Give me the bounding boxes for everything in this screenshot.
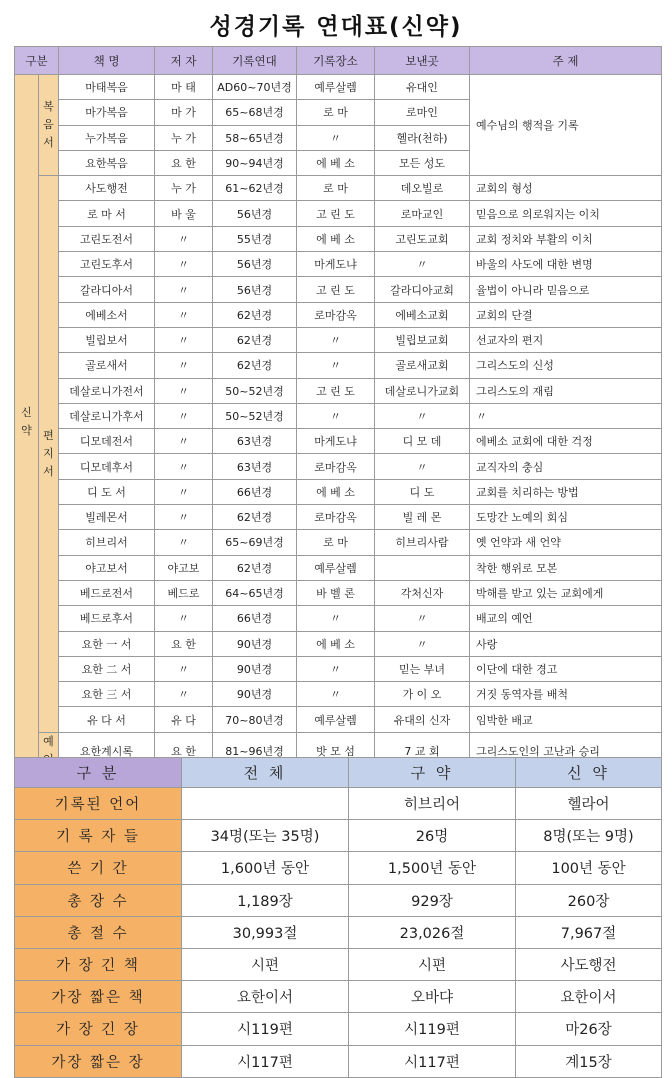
book-name: 요한계시록 bbox=[59, 732, 155, 769]
recipient: 〃 bbox=[375, 631, 470, 656]
summary-total: 1,600년 동안 bbox=[182, 852, 349, 884]
summary-total: 34명(또는 35명) bbox=[182, 820, 349, 852]
summary-old-testament: 929장 bbox=[349, 884, 516, 916]
author: 야고보 bbox=[155, 555, 213, 580]
book-name: 사도행전 bbox=[59, 176, 155, 201]
timeline-row bbox=[15, 252, 662, 277]
book-name: 갈라디아서 bbox=[59, 277, 155, 302]
timeline-row bbox=[15, 176, 662, 201]
summary-header-old-testament: 구 약 bbox=[349, 758, 516, 788]
subject: 에베소 교회에 대한 걱정 bbox=[470, 429, 662, 454]
author: 〃 bbox=[155, 226, 213, 251]
summary-label: 가장 짧은 책 bbox=[15, 981, 182, 1013]
date: 66년경 bbox=[213, 606, 297, 631]
author: 〃 bbox=[155, 606, 213, 631]
place: 〃 bbox=[297, 353, 375, 378]
timeline-row bbox=[15, 302, 662, 327]
date: 56년경 bbox=[213, 252, 297, 277]
place: 로 마 bbox=[297, 100, 375, 125]
summary-row bbox=[15, 1013, 662, 1045]
summary-new-testament: 헬라어 bbox=[516, 788, 662, 820]
author: 〃 bbox=[155, 378, 213, 403]
recipient: 빌 레 몬 bbox=[375, 505, 470, 530]
subject: 교회 정치와 부활의 이치 bbox=[470, 226, 662, 251]
summary-row bbox=[15, 788, 662, 820]
recipient: 갈라디아교회 bbox=[375, 277, 470, 302]
date: 64~65년경 bbox=[213, 580, 297, 605]
book-name: 데살로니가전서 bbox=[59, 378, 155, 403]
subgroup-gospels: 복음서 bbox=[39, 75, 59, 176]
recipient bbox=[375, 555, 470, 580]
timeline-row bbox=[15, 606, 662, 631]
summary-new-testament: 8명(또는 9명) bbox=[516, 820, 662, 852]
summary-total: 1,189장 bbox=[182, 884, 349, 916]
place: 고 린 도 bbox=[297, 277, 375, 302]
place: 로 마 bbox=[297, 176, 375, 201]
subgroup-epistles: 편지서 bbox=[39, 176, 59, 733]
author: 바 울 bbox=[155, 201, 213, 226]
date: 63년경 bbox=[213, 454, 297, 479]
subject: 교회를 치리하는 방법 bbox=[470, 479, 662, 504]
recipient: 7 교 회 bbox=[375, 732, 470, 769]
author: 요 한 bbox=[155, 631, 213, 656]
author: 〃 bbox=[155, 530, 213, 555]
summary-label: 가 장 긴 장 bbox=[15, 1013, 182, 1045]
date: 66년경 bbox=[213, 479, 297, 504]
book-name: 요한 二 서 bbox=[59, 656, 155, 681]
header-category: 구분 bbox=[15, 47, 59, 75]
summary-header-total: 전 체 bbox=[182, 758, 349, 788]
author: 요 한 bbox=[155, 732, 213, 769]
subject: 배교의 예언 bbox=[470, 606, 662, 631]
subject: 이단에 대한 경고 bbox=[470, 656, 662, 681]
summary-old-testament: 오바댜 bbox=[349, 981, 516, 1013]
subject: 바울의 사도에 대한 변명 bbox=[470, 252, 662, 277]
subject: 그리스도의 신성 bbox=[470, 353, 662, 378]
summary-label: 총 장 수 bbox=[15, 884, 182, 916]
book-name: 고린도후서 bbox=[59, 252, 155, 277]
summary-old-testament: 23,026절 bbox=[349, 916, 516, 948]
summary-new-testament: 계15장 bbox=[516, 1045, 662, 1077]
subject: 교직자의 충심 bbox=[470, 454, 662, 479]
timeline-row bbox=[15, 682, 662, 707]
author: 〃 bbox=[155, 252, 213, 277]
place: 〃 bbox=[297, 656, 375, 681]
recipient: 빌립보교회 bbox=[375, 327, 470, 352]
summary-row bbox=[15, 820, 662, 852]
timeline-row bbox=[15, 378, 662, 403]
recipient: 데살로니가교회 bbox=[375, 378, 470, 403]
header-recipient: 보낸곳 bbox=[375, 47, 470, 75]
book-name: 베드로전서 bbox=[59, 580, 155, 605]
page-title: 성경기록 연대표(신약) bbox=[209, 14, 463, 40]
book-name: 유 다 서 bbox=[59, 707, 155, 732]
subject: 도망간 노예의 회심 bbox=[470, 505, 662, 530]
recipient: 〃 bbox=[375, 252, 470, 277]
timeline-row bbox=[15, 327, 662, 352]
timeline-row bbox=[15, 656, 662, 681]
timeline-header-row bbox=[15, 47, 662, 75]
summary-old-testament: 26명 bbox=[349, 820, 516, 852]
recipient: 〃 bbox=[375, 454, 470, 479]
date: 65~68년경 bbox=[213, 100, 297, 125]
recipient: 디 모 데 bbox=[375, 429, 470, 454]
recipient: 믿는 부녀 bbox=[375, 656, 470, 681]
book-name: 에베소서 bbox=[59, 302, 155, 327]
place: 로 마 bbox=[297, 530, 375, 555]
timeline-row bbox=[15, 277, 662, 302]
place: 〃 bbox=[297, 403, 375, 428]
timeline-row bbox=[15, 479, 662, 504]
author: 마 태 bbox=[155, 75, 213, 100]
author: 〃 bbox=[155, 505, 213, 530]
group-new-testament: 신약 bbox=[15, 75, 39, 770]
timeline-row bbox=[15, 201, 662, 226]
recipient: 로마인 bbox=[375, 100, 470, 125]
recipient: 고린도교회 bbox=[375, 226, 470, 251]
author: 유 다 bbox=[155, 707, 213, 732]
place: 〃 bbox=[297, 125, 375, 150]
summary-header-new-testament: 신 약 bbox=[516, 758, 662, 788]
recipient: 헬라(천하) bbox=[375, 125, 470, 150]
summary-old-testament: 히브리어 bbox=[349, 788, 516, 820]
timeline-row bbox=[15, 353, 662, 378]
book-name: 디 도 서 bbox=[59, 479, 155, 504]
recipient: 〃 bbox=[375, 606, 470, 631]
recipient: 각처신자 bbox=[375, 580, 470, 605]
book-name: 디모데전서 bbox=[59, 429, 155, 454]
header-author: 저 자 bbox=[155, 47, 213, 75]
book-name: 히브리서 bbox=[59, 530, 155, 555]
date: 58~65년경 bbox=[213, 125, 297, 150]
place: 에 베 소 bbox=[297, 150, 375, 175]
subject: 믿음으로 의로워지는 이치 bbox=[470, 201, 662, 226]
subject: 그리스도인의 고난과 승리 bbox=[470, 732, 662, 769]
book-name: 마가복음 bbox=[59, 100, 155, 125]
subject: 박해를 받고 있는 교회에게 bbox=[470, 580, 662, 605]
place: 고 린 도 bbox=[297, 201, 375, 226]
summary-new-testament: 요한이서 bbox=[516, 981, 662, 1013]
summary-total: 시117편 bbox=[182, 1045, 349, 1077]
date: 55년경 bbox=[213, 226, 297, 251]
place: 에 베 소 bbox=[297, 479, 375, 504]
header-date: 기록연대 bbox=[213, 47, 297, 75]
author: 요 한 bbox=[155, 150, 213, 175]
subject: 착한 행위로 모본 bbox=[470, 555, 662, 580]
header-place: 기록장소 bbox=[297, 47, 375, 75]
timeline-row bbox=[15, 454, 662, 479]
place: 예루살렘 bbox=[297, 555, 375, 580]
summary-new-testament: 마26장 bbox=[516, 1013, 662, 1045]
summary-row bbox=[15, 948, 662, 980]
book-name: 요한 三 서 bbox=[59, 682, 155, 707]
subject: 그리스도의 재림 bbox=[470, 378, 662, 403]
summary-new-testament: 사도행전 bbox=[516, 948, 662, 980]
recipient: 데오빌로 bbox=[375, 176, 470, 201]
author: 베드로 bbox=[155, 580, 213, 605]
timeline-row bbox=[15, 403, 662, 428]
author: 마 가 bbox=[155, 100, 213, 125]
book-name: 베드로후서 bbox=[59, 606, 155, 631]
place: 예루살렘 bbox=[297, 75, 375, 100]
recipient: 디 도 bbox=[375, 479, 470, 504]
summary-row bbox=[15, 884, 662, 916]
place: 고 린 도 bbox=[297, 378, 375, 403]
recipient: 모든 성도 bbox=[375, 150, 470, 175]
book-name: 로 마 서 bbox=[59, 201, 155, 226]
timeline-row bbox=[15, 505, 662, 530]
header-book: 책 명 bbox=[59, 47, 155, 75]
gospels-subject: 예수님의 행적을 기록 bbox=[470, 75, 662, 176]
place: 밧 모 섬 bbox=[297, 732, 375, 769]
book-name: 빌레몬서 bbox=[59, 505, 155, 530]
date: 50~52년경 bbox=[213, 378, 297, 403]
author: 〃 bbox=[155, 327, 213, 352]
book-name: 골로새서 bbox=[59, 353, 155, 378]
summary-label: 총 절 수 bbox=[15, 916, 182, 948]
place: 예루살렘 bbox=[297, 707, 375, 732]
summary-total: 시편 bbox=[182, 948, 349, 980]
author: 〃 bbox=[155, 479, 213, 504]
date: 90년경 bbox=[213, 682, 297, 707]
summary-header-category: 구 분 bbox=[15, 758, 182, 788]
timeline-row bbox=[15, 429, 662, 454]
timeline-row bbox=[15, 75, 662, 100]
recipient: 가 이 오 bbox=[375, 682, 470, 707]
author: 누 가 bbox=[155, 176, 213, 201]
summary-total: 요한이서 bbox=[182, 981, 349, 1013]
place: 마게도냐 bbox=[297, 429, 375, 454]
book-name: 고린도전서 bbox=[59, 226, 155, 251]
summary-label: 가장 짧은 장 bbox=[15, 1045, 182, 1077]
author: 〃 bbox=[155, 429, 213, 454]
date: 62년경 bbox=[213, 302, 297, 327]
date: 62년경 bbox=[213, 505, 297, 530]
timeline-row bbox=[15, 580, 662, 605]
timeline-row bbox=[15, 707, 662, 732]
date: 56년경 bbox=[213, 277, 297, 302]
place: 로마감옥 bbox=[297, 505, 375, 530]
subject: 사랑 bbox=[470, 631, 662, 656]
date: 90~94년경 bbox=[213, 150, 297, 175]
recipient: 〃 bbox=[375, 403, 470, 428]
summary-total bbox=[182, 788, 349, 820]
place: 〃 bbox=[297, 682, 375, 707]
header-subject: 주 제 bbox=[470, 47, 662, 75]
subject: 선교자의 편지 bbox=[470, 327, 662, 352]
recipient: 히브리사람 bbox=[375, 530, 470, 555]
summary-header-row bbox=[15, 758, 662, 788]
summary-row bbox=[15, 916, 662, 948]
book-name: 야고보서 bbox=[59, 555, 155, 580]
place: 마게도냐 bbox=[297, 252, 375, 277]
place: 에 베 소 bbox=[297, 631, 375, 656]
recipient: 유대의 신자 bbox=[375, 707, 470, 732]
author: 〃 bbox=[155, 454, 213, 479]
summary-new-testament: 7,967절 bbox=[516, 916, 662, 948]
book-name: 마태복음 bbox=[59, 75, 155, 100]
place: 〃 bbox=[297, 327, 375, 352]
subgroup-prophecy: 예 bbox=[39, 732, 59, 769]
summary-label: 가 장 긴 책 bbox=[15, 948, 182, 980]
summary-new-testament: 100년 동안 bbox=[516, 852, 662, 884]
date: 81~96년경 bbox=[213, 732, 297, 769]
date: 50~52년경 bbox=[213, 403, 297, 428]
summary-new-testament: 260장 bbox=[516, 884, 662, 916]
summary-row bbox=[15, 852, 662, 884]
summary-old-testament: 시117편 bbox=[349, 1045, 516, 1077]
subject: 옛 언약과 새 언약 bbox=[470, 530, 662, 555]
book-name: 디모데후서 bbox=[59, 454, 155, 479]
book-name: 데살로니가후서 bbox=[59, 403, 155, 428]
timeline-table bbox=[14, 46, 662, 770]
timeline-row bbox=[15, 226, 662, 251]
date: 62년경 bbox=[213, 353, 297, 378]
author: 〃 bbox=[155, 403, 213, 428]
place: 에 베 소 bbox=[297, 226, 375, 251]
recipient: 에베소교회 bbox=[375, 302, 470, 327]
summary-label: 쓴 기 간 bbox=[15, 852, 182, 884]
summary-row bbox=[15, 1045, 662, 1077]
subject: 임박한 배교 bbox=[470, 707, 662, 732]
timeline-row bbox=[15, 530, 662, 555]
recipient: 골로새교회 bbox=[375, 353, 470, 378]
date: 62년경 bbox=[213, 327, 297, 352]
date: 56년경 bbox=[213, 201, 297, 226]
date: 62년경 bbox=[213, 555, 297, 580]
recipient: 로마교인 bbox=[375, 201, 470, 226]
book-name: 누가복음 bbox=[59, 125, 155, 150]
summary-label: 기 록 자 들 bbox=[15, 820, 182, 852]
book-name: 요한복음 bbox=[59, 150, 155, 175]
subject: 율법이 아니라 믿음으로 bbox=[470, 277, 662, 302]
date: 90년경 bbox=[213, 631, 297, 656]
place: 로마감옥 bbox=[297, 454, 375, 479]
place: 〃 bbox=[297, 606, 375, 631]
place: 바 벨 론 bbox=[297, 580, 375, 605]
date: 65~69년경 bbox=[213, 530, 297, 555]
summary-label: 기록된 언어 bbox=[15, 788, 182, 820]
date: 70~80년경 bbox=[213, 707, 297, 732]
subject: 교회의 단결 bbox=[470, 302, 662, 327]
place: 로마감옥 bbox=[297, 302, 375, 327]
timeline-row bbox=[15, 555, 662, 580]
date: 63년경 bbox=[213, 429, 297, 454]
subject: 거짓 동역자를 배척 bbox=[470, 682, 662, 707]
author: 〃 bbox=[155, 682, 213, 707]
book-name: 빌립보서 bbox=[59, 327, 155, 352]
date: 90년경 bbox=[213, 656, 297, 681]
recipient: 유대인 bbox=[375, 75, 470, 100]
summary-old-testament: 시119편 bbox=[349, 1013, 516, 1045]
summary-old-testament: 1,500년 동안 bbox=[349, 852, 516, 884]
summary-old-testament: 시편 bbox=[349, 948, 516, 980]
summary-table bbox=[14, 757, 662, 1078]
date: AD60~70년경 bbox=[213, 75, 297, 100]
author: 〃 bbox=[155, 302, 213, 327]
timeline-row bbox=[15, 631, 662, 656]
author: 〃 bbox=[155, 656, 213, 681]
author: 〃 bbox=[155, 353, 213, 378]
subject: 교회의 형성 bbox=[470, 176, 662, 201]
summary-total: 시119편 bbox=[182, 1013, 349, 1045]
subject: 〃 bbox=[470, 403, 662, 428]
summary-total: 30,993절 bbox=[182, 916, 349, 948]
author: 〃 bbox=[155, 277, 213, 302]
summary-row bbox=[15, 981, 662, 1013]
book-name: 요한 一 서 bbox=[59, 631, 155, 656]
author: 누 가 bbox=[155, 125, 213, 150]
date: 61~62년경 bbox=[213, 176, 297, 201]
